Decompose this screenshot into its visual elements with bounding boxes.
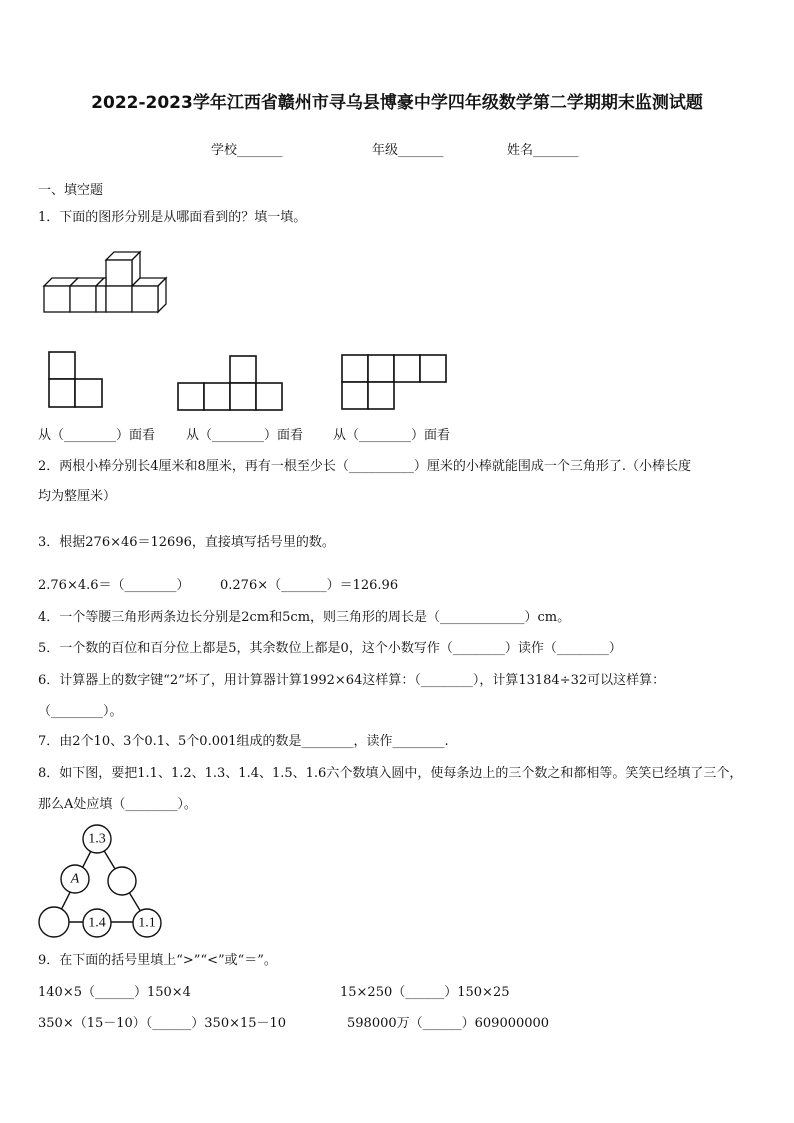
circle-bottom-left <box>39 907 69 937</box>
circle-top-label: 1.3 <box>88 831 106 847</box>
circle-right-mid <box>108 867 136 895</box>
grade-field: 年级_______ <box>372 143 444 158</box>
question-2: 2．两根小棒分别长4厘米和8厘米，再有一根至少长（__________）厘米的小棒就能围成一个三角形了.（小棒长度 <box>38 459 691 474</box>
q3-part-a: 2.76×4.6＝（________） <box>38 578 190 593</box>
q1-answer-3: 从（________）面看 <box>333 428 451 443</box>
q1-answer-2: 从（________）面看 <box>186 428 304 443</box>
page-title: 2022-2023学年江西省赣州市寻乌县博豪中学四年级数学第二学期期末监测试题 <box>91 93 703 113</box>
name-field: 姓名_______ <box>507 143 579 158</box>
question-2-cont: 均为整厘米） <box>38 489 117 504</box>
question-3: 3．根据276×46＝12696，直接填写括号里的数。 <box>38 535 335 550</box>
question-6: 6．计算器上的数字键“2”坏了，用计算器计算1992×64这样算：（________），计算13184÷32可以这样算： <box>38 673 666 688</box>
q9-item-3: 350×（15－10）（______）350×15－10 <box>38 1016 287 1031</box>
question-8-cont: 那么A处应填（________）。 <box>38 797 197 812</box>
view-1-figure <box>48 351 104 409</box>
triangle-circle-figure <box>36 824 164 942</box>
circle-a-label: A <box>70 871 80 887</box>
q9-item-1: 140×5（______）150×4 <box>38 985 191 1000</box>
q9-item-4: 598000万（______）609000000 <box>347 1016 550 1031</box>
school-field: 学校_______ <box>211 143 283 158</box>
q3-part-b: 0.276×（_______）＝126.96 <box>220 578 399 593</box>
question-5: 5．一个数的百位和百分位上都是5，其余数位上都是0，这个小数写作（________）读作（________） <box>38 641 622 656</box>
question-7: 7．由2个10、3个0.1、5个0.001组成的数是________，读作________. <box>38 734 449 749</box>
q9-item-2: 15×250（______）150×25 <box>340 985 510 1000</box>
question-8: 8．如下图，要把1.1、1.2、1.3、1.4、1.5、1.6六个数填入圆中，使每条边上的三个数之和都相等。笑笑已经填了三个， <box>38 766 743 781</box>
question-1: 1．下面的图形分别是从哪面看到的？填一填。 <box>38 210 307 225</box>
question-9: 9．在下面的括号里填上“>”“<”或“＝”。 <box>38 953 277 968</box>
view-2-figure <box>177 355 285 413</box>
cube-figure <box>40 248 170 320</box>
circle-bottom-mid-label: 1.4 <box>88 915 106 931</box>
q1-answer-1: 从（________）面看 <box>38 428 156 443</box>
view-3-figure <box>341 354 449 412</box>
question-6-cont: （________）。 <box>38 704 123 719</box>
question-4: 4．一个等腰三角形两条边长分别是2cm和5cm，则三角形的周长是（_____________）cm。 <box>38 610 571 625</box>
circle-bottom-right-label: 1.1 <box>138 915 156 931</box>
section-heading: 一、填空题 <box>38 183 104 198</box>
